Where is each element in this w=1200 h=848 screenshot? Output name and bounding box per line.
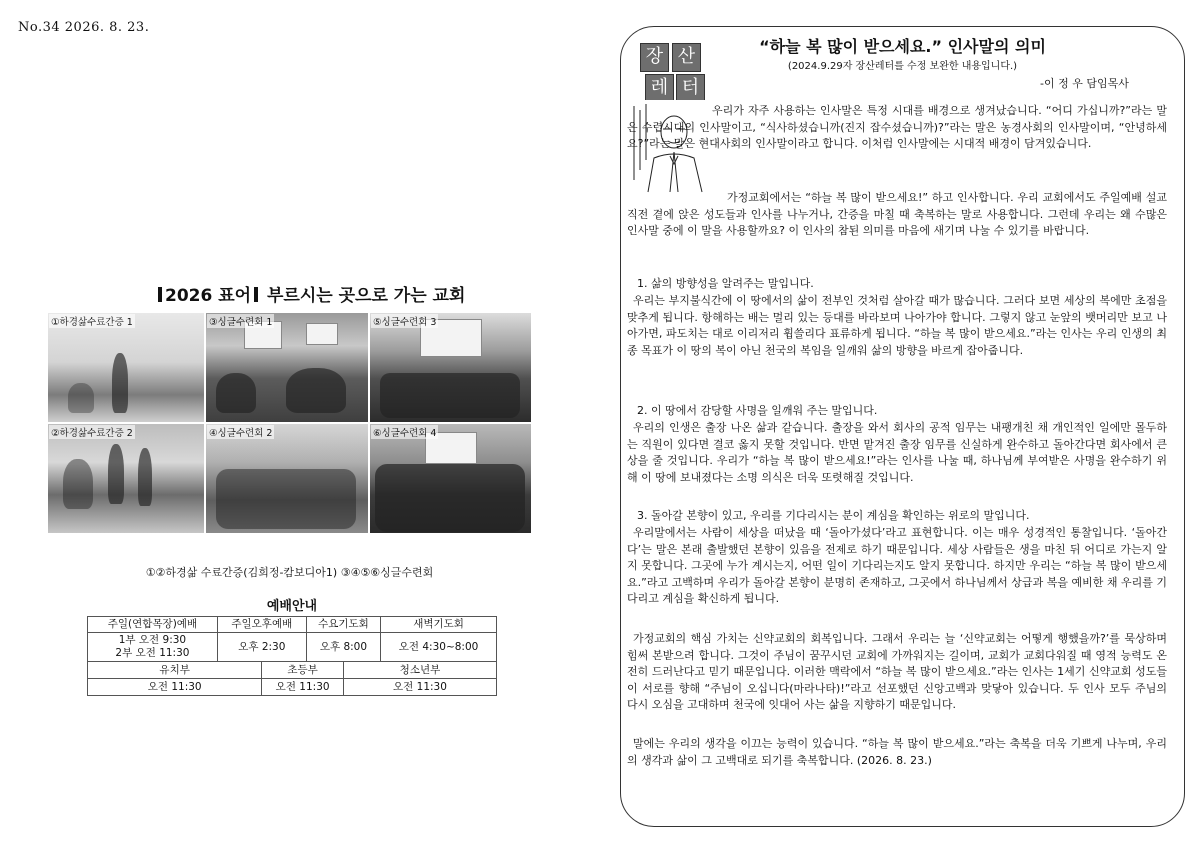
worship-header: 새벽기도회 bbox=[381, 617, 497, 633]
worship-time: 오후 8:00 bbox=[306, 633, 380, 662]
worship-schedule-table bbox=[87, 598, 497, 696]
worship-time: 오전 4:30~8:00 bbox=[381, 633, 497, 662]
letter-paragraph: 우리는 부지불식간에 이 땅에서의 삶이 전부인 것처럼 살아갈 때가 많습니다. 그러다 보면 세상의 복에만 초점을 맞추게 됩니다. 항해하는 배는 멀리 있는 등대를 바라보며 나아가야 합니다. 그렇지 않고 눈앞의 뱃머리만 보고 나아가면, 파도치는 대로 이리저리 휩쓸리다 표류하게 됩니다. “하늘 복 많이 받으세요.”라는 인사는 우리 인생의 최종 목표가 이 땅의 복이 아닌 천국의 복임을 일깨워 삶의 방향을 바르게 잡아줍니다. bbox=[627, 294, 1167, 357]
letter-paragraph: 우리의 인생은 출장 나온 삶과 같습니다. 출장을 와서 회사의 공적 임무는 내팽개친 채 개인적인 일에만 몰두하는 직원이 있다면 결코 옳지 못할 것입니다. 반면 맡겨진 출장 임무를 신실하게 완수하고 돌아간다면 회사에서 큰 상을 줄 것입니다. 우리가 “하늘 복 많이 받으세요!”라는 인사를 나눌 때, 하나님께 부여받은 사명을 완수하기 위해 이 땅에 보내졌다는 소명 의식은 더욱 또렷해질 것입니다. bbox=[627, 421, 1167, 484]
photo-label: ⑥싱글수련회 4 bbox=[371, 425, 438, 439]
photo-grid bbox=[48, 313, 531, 533]
photo-single-retreat-1 bbox=[206, 313, 368, 422]
letter-paragraph: 가정교회의 핵심 가치는 신약교회의 회복입니다. 그래서 우리는 늘 ‘신약교회는 어떻게 행했을까?’를 묵상하며 힘써 본받으려 합니다. 그것이 주님이 꿈꾸시던 교회에 가까워지는 길이며, 교회가 교회다워질 때 영적 능력도 온전히 드러난다고 믿기 때문입니다. 이러한 맥락에서 “하늘 복 많이 받으세요.”라는 인사는 1세기 신약교회 성도들이 서로를 향해 “주님이 오십니다(마라나타)!”라고 선포했던 신앙고백과 맞닿아 있습니다. 두 인사 모두 주님의 다시 오심을 고대하며 천국에 잇대어 사는 삶을 지향하기 때문입니다. bbox=[627, 632, 1167, 711]
letter-point-heading: 3. 돌아갈 본향이 있고, 우리를 기다리시는 분이 계심을 확인하는 위로의 말입니다. bbox=[637, 509, 1030, 522]
letter-paragraph: 우리말에서는 사람이 세상을 떠났을 때 ‘돌아가셨다’라고 표현합니다. 이는 매우 성경적인 통찰입니다. ‘돌아간다’는 말은 본래 출발했던 본향이 있음을 전제로 하기 때문입니다. 세상 사람들은 생을 마친 뒤 어디로 가는지 알지 못합니다. 그곳에 누가 계시는지, 어떤 일이 기다리는지도 알지 못합니다. 하지만 우리는 “하늘 복 많이 받으세요.”라고 고백하며 우리가 돌아갈 본향이 분명히 존재하고, 그곳에서 하나님께서 상급과 복을 예비한 채 우리를 기다리고 계심을 확신하게 됩니다. bbox=[627, 526, 1167, 605]
school-header: 유치부 bbox=[88, 662, 262, 679]
bar-mark bbox=[254, 287, 258, 302]
church-motto bbox=[155, 281, 465, 306]
letter-paragraph: 말에는 우리의 생각을 이끄는 능력이 있습니다. “하늘 복 많이 받으세요.”라는 축복을 더욱 기쁘게 나누며, 우리의 생각과 삶이 그 고백대로 되기를 축복합니다. (2026. 8. 23.) bbox=[627, 737, 1167, 767]
photo-single-retreat-4 bbox=[370, 424, 531, 533]
letter-paragraph: 우리가 자주 사용하는 인사말은 특정 시대를 배경으로 생겨났습니다. “어디 가십니까?”라는 말은 수렵시대의 인사말이고, “식사하셨습니까(진지 잡수셨습니까)?”라는 말은 농경사회의 인사말이며, “안녕하세요?”라는 말은 현대사회의 인사말이라고 합니다. 이처럼 인사말에는 시대적 배경이 담겨있습니다. bbox=[627, 104, 1167, 150]
worship-header: 수요기도회 bbox=[306, 617, 380, 633]
photo-label: ①하경삶수료간증 1 bbox=[49, 314, 135, 328]
photo-single-retreat-3 bbox=[370, 313, 531, 422]
school-time: 오전 11:30 bbox=[88, 679, 262, 696]
school-header: 초등부 bbox=[262, 662, 344, 679]
photo-label: ⑤싱글수련회 3 bbox=[371, 314, 438, 328]
issue-number: No.34 2026. 8. 23. bbox=[18, 20, 150, 35]
bar-mark bbox=[158, 287, 162, 302]
letter-author: -이 정 우 담임목사 bbox=[1040, 77, 1129, 90]
letter-title: “하늘 복 많이 받으세요.” 인사말의 의미 bbox=[759, 37, 1046, 56]
photo-label: ④싱글수련회 2 bbox=[207, 425, 274, 439]
school-time: 오전 11:30 bbox=[262, 679, 344, 696]
worship-time: 1부 오전 9:30 2부 오전 11:30 bbox=[88, 633, 218, 662]
photo-label: ③싱글수련회 1 bbox=[207, 314, 274, 328]
letter-point-heading: 1. 삶의 방향성을 알려주는 말입니다. bbox=[637, 277, 814, 290]
school-header: 청소년부 bbox=[343, 662, 496, 679]
worship-header: 주일(연합목장)예배 bbox=[88, 617, 218, 633]
motto-year-label: 2026 표어 bbox=[165, 286, 252, 306]
worship-time: 오후 2:30 bbox=[217, 633, 306, 662]
photo-single-retreat-2 bbox=[206, 424, 368, 533]
photo-label: ②하경삶수료간증 2 bbox=[49, 425, 135, 439]
school-time: 오전 11:30 bbox=[343, 679, 496, 696]
photo-testimony-1 bbox=[48, 313, 204, 422]
photo-testimony-2 bbox=[48, 424, 204, 533]
letter-badge-char: 장 bbox=[640, 43, 669, 72]
worship-title: 예배안내 bbox=[88, 598, 497, 617]
photo-caption: ①②하경삶 수료간증(김희정-캄보디아1) ③④⑤⑥싱글수련회 bbox=[145, 566, 434, 579]
letter-paragraph: 가정교회에서는 “하늘 복 많이 받으세요!” 하고 인사합니다. 우리 교회에서도 주일예배 설교 직전 곁에 앉은 성도들과 인사를 나누거나, 간증을 마칠 때 축복하는 말로 사용합니다. 그런데 우리는 왜 수많은 인사말 중에 이 말을 사용할까요? 이 인사의 참된 의미를 마음에 새기며 나눌 수 있기를 바랍니다. bbox=[627, 191, 1167, 237]
letter-point-heading: 2. 이 땅에서 감당할 사명을 일깨워 주는 말입니다. bbox=[637, 404, 878, 417]
motto-text: 부르시는 곳으로 가는 교회 bbox=[267, 286, 466, 306]
letter-badge-char: 터 bbox=[676, 74, 705, 103]
worship-header: 주일오후예배 bbox=[217, 617, 306, 633]
letter-badge-char: 레 bbox=[645, 74, 674, 103]
letter-badge-char: 산 bbox=[672, 43, 701, 72]
letter-subtitle: (2024.9.29자 장산레터를 수정 보완한 내용입니다.) bbox=[787, 61, 1018, 72]
